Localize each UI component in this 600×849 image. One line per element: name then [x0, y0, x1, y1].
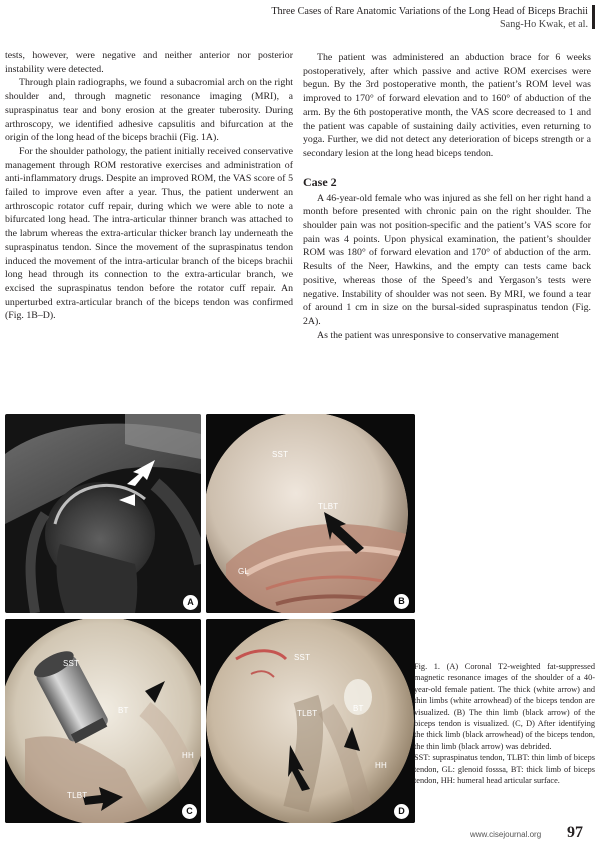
- figure-panel-a-mri: [5, 414, 201, 613]
- footer-journal-url: www.cisejournal.org: [470, 830, 542, 839]
- label-bt: BT: [353, 704, 364, 713]
- label-sst: SST: [63, 659, 80, 668]
- running-header-title: Three Cases of Rare Anatomic Variations of the Long Head of Biceps Brachii: [271, 6, 588, 17]
- figure-panel-b-arthroscopy: [206, 414, 415, 613]
- figure-caption: [414, 661, 595, 786]
- right-text-column: [303, 51, 591, 342]
- label-bt: BT: [118, 706, 129, 715]
- body-paragraph: tests, however, were negative and neither anterior nor posterior instability were detected.: [5, 50, 293, 75]
- body-paragraph: As the patient was unresponsive to conservative management: [317, 329, 559, 341]
- panel-letter-a: A: [183, 595, 198, 610]
- running-header: [168, 5, 588, 31]
- label-hh: HH: [375, 761, 387, 770]
- caption-text: Fig. 1. (A) Coronal T2-weighted fat-suppressed magnetic resonance images of the shoulder of a 40-year-old female patient. The thick (white arrow) and thin limbs (white arrowhead) of the biceps tendon are visualized. (B) The thin limb (black arrow) of the biceps tendon is visualized. (C, D) After identifying the thick limb (black arrowhead) of the biceps tendon, the thin limb (black arrow) was debrided.: [414, 662, 595, 751]
- body-paragraph: For the shoulder pathology, the patient initially received conservative management through ROM restorative exercises and administration of anti-inflammatory drugs. Despite an improved ROM, the VAS score of 5 failed to improve even after a year. Thus, the patient underwent an arthroscopic rotator cuff repair, during which we were able to note a bifurcated long head. The intra-articular thinner branch was attached to the labrum whereas the extra-articular thicker branch lay underneath the supraspinatus tendon. Since the movement of the supraspinatus tendon induced the movement of the intra-articular branch of the biceps brachii long head through its connection to the extra-articular branch, we excised the supraspinatus tendon before the rotator cuff repair. An unperturbed extra-articular branch of the biceps tendon was confirmed (Fig. 1B–D).: [5, 145, 293, 322]
- section-heading-case-2: Case 2: [303, 174, 337, 189]
- mri-image: [5, 414, 201, 613]
- panel-letter-c: C: [182, 804, 197, 819]
- panel-letter-d: D: [394, 804, 409, 819]
- panel-letter-b: B: [394, 594, 409, 609]
- running-header-authors: Sang-Ho Kwak, et al.: [500, 19, 588, 30]
- label-hh: HH: [182, 751, 194, 760]
- header-divider-bar: [592, 5, 595, 29]
- left-text-column: [5, 49, 293, 323]
- label-tlbt: TLBT: [318, 502, 339, 511]
- caption-abbreviations: SST: supraspinatus tendon, TLBT: thin limb of biceps tendon, GL: glenoid fosssa, BT: thick limb of biceps tendon, HH: humeral head articular surface.: [414, 753, 595, 786]
- label-sst: SST: [294, 653, 311, 662]
- body-paragraph: Through plain radiographs, we found a subacromial arch on the right shoulder and, through magnetic resonance imaging (MRI), a supraspinatus tear and bony erosion at the greater tuberosity. During arthroscopy, we identified adhesive capsulitis and bifurcation at the origin of the long head of the biceps brachii (Fig. 1A).: [5, 77, 293, 144]
- label-gl: GL: [238, 567, 250, 576]
- label-sst: SST: [272, 450, 289, 459]
- figure-panel-d-arthroscopy: [206, 619, 415, 823]
- body-paragraph: The patient was administered an abduction brace for 6 weeks postoperatively, after which passive and active ROM exercises were begun. By the 3rd postoperative month, the patient’s ROM level was improved to 170° of forward elevation and to 160° of abduction of the arm. By the 6th postoperative month, the VAS score decreased to 1 and the patient was capable of sustaining daily activities, even returning to yoga. Further, we did not detect any deterioration of biceps strength or a secondary lesion at the long head biceps tendon.: [303, 52, 591, 159]
- label-tlbt: TLBT: [67, 791, 88, 800]
- page-number: 97: [567, 824, 583, 841]
- body-paragraph: A 46-year-old female who was injured as she fell on her right hand a month before presented with chronic pain on the right shoulder. The shoulder pain was not position-specific and the patient’s VAS score for pain was 4 points. Upon physical examination, the patient’s shoulder ROM was 180° of forward elevation and 170° of abduction of the arm. Results of the Neer, Hawkins, and the empty can tests came back positive, whereas those of the Speed’s and Yergason’s tests were negative. Instability of shoulder was not seen. By MRI, we found a tear of around 1 cm in size on the bursal-sided supraspinatus tendon (Fig. 2A).: [303, 192, 591, 327]
- arthroscopy-image-d: [206, 619, 415, 823]
- figure-panel-c-arthroscopy: [5, 619, 201, 823]
- arthroscopy-image-c: [5, 619, 201, 823]
- label-tlbt: TLBT: [297, 709, 318, 718]
- arthroscopy-image-b: [206, 414, 415, 613]
